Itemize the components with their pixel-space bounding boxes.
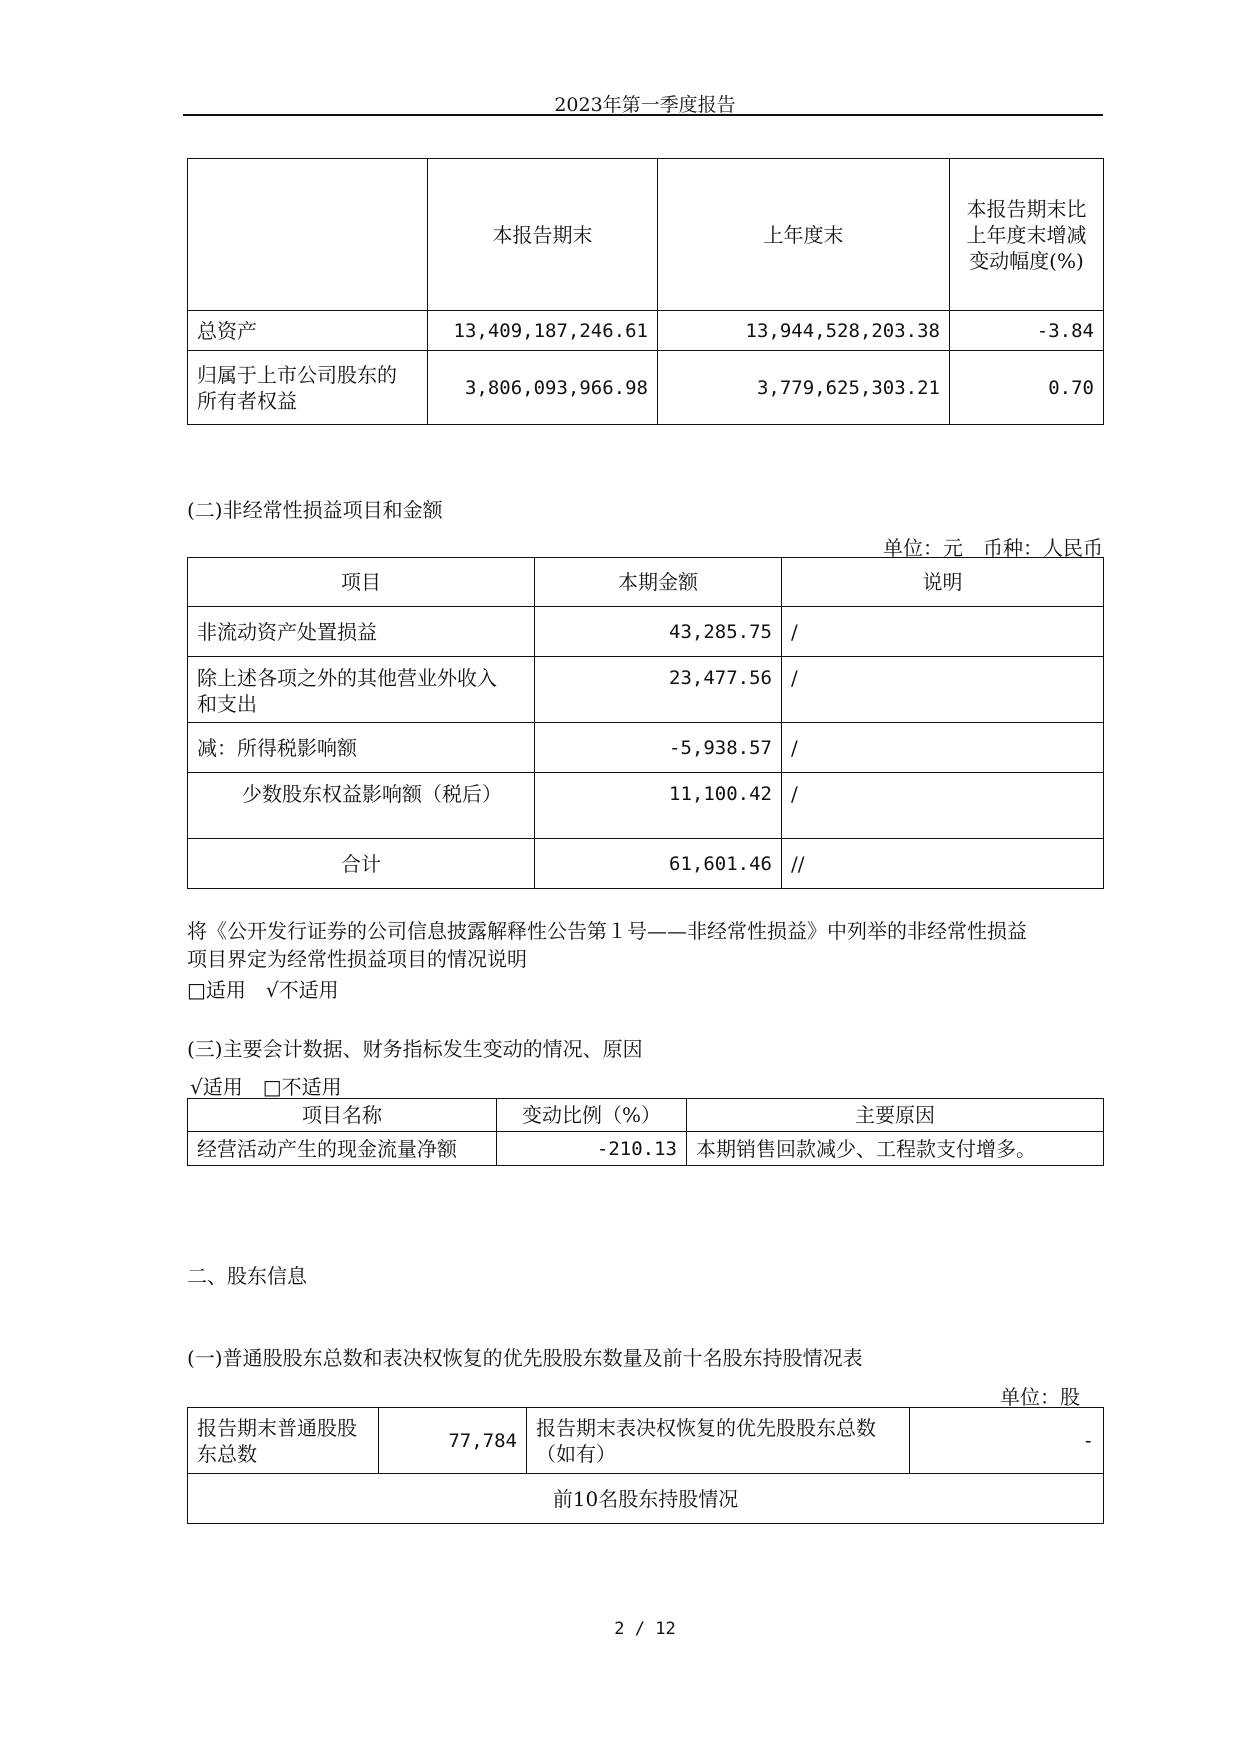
table-row (188, 311, 1104, 351)
row-ratio: -210.13 (497, 1132, 687, 1166)
row-item-line-1: 除上述各项之外的其他营业外收入 (197, 666, 497, 690)
row-item: 减：所得税影响额 (188, 723, 535, 773)
row-item-line-2: 所有者权益 (197, 388, 297, 413)
row-item: 经营活动产生的现金流量净额 (188, 1132, 497, 1166)
section3-applicability: √适用 □不适用 (190, 1075, 342, 1099)
table-row (188, 1132, 1104, 1166)
part2-title: 二、股东信息 (187, 1264, 307, 1288)
header-change-line-1: 本报告期末比 (966, 196, 1087, 221)
row-item: 合计 (188, 839, 535, 889)
table-header-row (188, 1099, 1104, 1132)
row-change: 0.70 (950, 351, 1104, 425)
row-amount: 11,100.42 (535, 773, 782, 839)
row-item (188, 351, 428, 425)
row-previous: 3,779,625,303.21 (658, 351, 950, 425)
table-header-row (188, 558, 1104, 607)
page-header-title: 2023年第一季度报告 (554, 94, 736, 116)
row-amount: 43,285.75 (535, 607, 782, 657)
row-note: / (782, 607, 1104, 657)
header-change-line-3: 变动幅度(%) (969, 248, 1084, 273)
row-item (188, 657, 535, 723)
common-shareholders-label (188, 1408, 379, 1474)
header-blank-cell (188, 159, 428, 311)
row-previous: 13,944,528,203.38 (658, 311, 950, 351)
header-item: 项目 (188, 558, 535, 607)
shareholder-table (187, 1407, 1104, 1524)
row-amount: 23,477.56 (535, 657, 782, 723)
row-note: / (782, 657, 1104, 723)
table-row (188, 773, 1104, 839)
balance-table (187, 158, 1104, 425)
table-row (188, 657, 1104, 723)
preferred-shareholders-value: - (910, 1408, 1104, 1474)
row-item: 少数股东权益影响额（税后） (188, 773, 535, 839)
section3-title: (三)主要会计数据、财务指标发生变动的情况、原因 (187, 1037, 643, 1061)
table-header-row (188, 159, 1104, 311)
section2-title: (二)非经常性损益项目和金额 (187, 498, 443, 522)
table-row (188, 723, 1104, 773)
preferred-shareholders-label (527, 1408, 910, 1474)
table-row (188, 607, 1104, 657)
row-item: 总资产 (188, 311, 428, 351)
header-previous-year-end: 上年度末 (658, 159, 950, 311)
header-rule (183, 114, 1103, 116)
nonrecurring-table (187, 557, 1104, 889)
row-reason: 本期销售回款减少、工程款支付增多。 (687, 1132, 1104, 1166)
section2-unit: 单位：元 币种：人民币 (883, 536, 1103, 560)
row-item-line-2: 和支出 (197, 692, 257, 716)
header-change-rate (950, 159, 1104, 311)
row-amount: 61,601.46 (535, 839, 782, 889)
row-item: 非流动资产处置损益 (188, 607, 535, 657)
header-amount: 本期金额 (535, 558, 782, 607)
header-current-period: 本报告期末 (428, 159, 658, 311)
label-line-1: 报告期末表决权恢复的优先股股东总数 (536, 1415, 876, 1440)
row-change: -3.84 (950, 311, 1104, 351)
page-number: 2 / 12 (614, 1619, 676, 1639)
header-main-reason: 主要原因 (687, 1099, 1104, 1132)
row-note: / (782, 723, 1104, 773)
label-line-2: （如有） (536, 1441, 616, 1466)
section2-applicability: □适用 √不适用 (187, 978, 339, 1002)
part2-unit: 单位：股 (1000, 1385, 1080, 1409)
table-row (188, 1474, 1104, 1524)
change-table (187, 1098, 1104, 1166)
row-current: 13,409,187,246.61 (428, 311, 658, 351)
label-line-2: 东总数 (197, 1441, 257, 1466)
top10-shareholders-header: 前10名股东持股情况 (188, 1474, 1104, 1524)
row-current: 3,806,093,966.98 (428, 351, 658, 425)
table-row (188, 1408, 1104, 1474)
explanation-line-1: 将《公开发行证券的公司信息披露解释性公告第１号——非经常性损益》中列举的非经常性损益 (187, 919, 1027, 943)
table-total-row (188, 839, 1104, 889)
row-note: // (782, 839, 1104, 889)
label-line-1: 报告期末普通股股 (197, 1415, 357, 1440)
explanation-line-2: 项目界定为经常性损益项目的情况说明 (187, 947, 527, 971)
header-change-line-2: 上年度末增减 (966, 222, 1087, 247)
header-note: 说明 (782, 558, 1104, 607)
part2-subtitle: (一)普通股股东总数和表决权恢复的优先股股东数量及前十名股东持股情况表 (187, 1346, 863, 1370)
header-item-name: 项目名称 (188, 1099, 497, 1132)
header-change-ratio: 变动比例（%） (497, 1099, 687, 1132)
section2-explanation (187, 917, 1027, 973)
common-shareholders-value: 77,784 (379, 1408, 527, 1474)
table-row (188, 351, 1104, 425)
row-amount: -5,938.57 (535, 723, 782, 773)
row-item-line-1: 归属于上市公司股东的 (197, 362, 397, 387)
row-note: / (782, 773, 1104, 839)
